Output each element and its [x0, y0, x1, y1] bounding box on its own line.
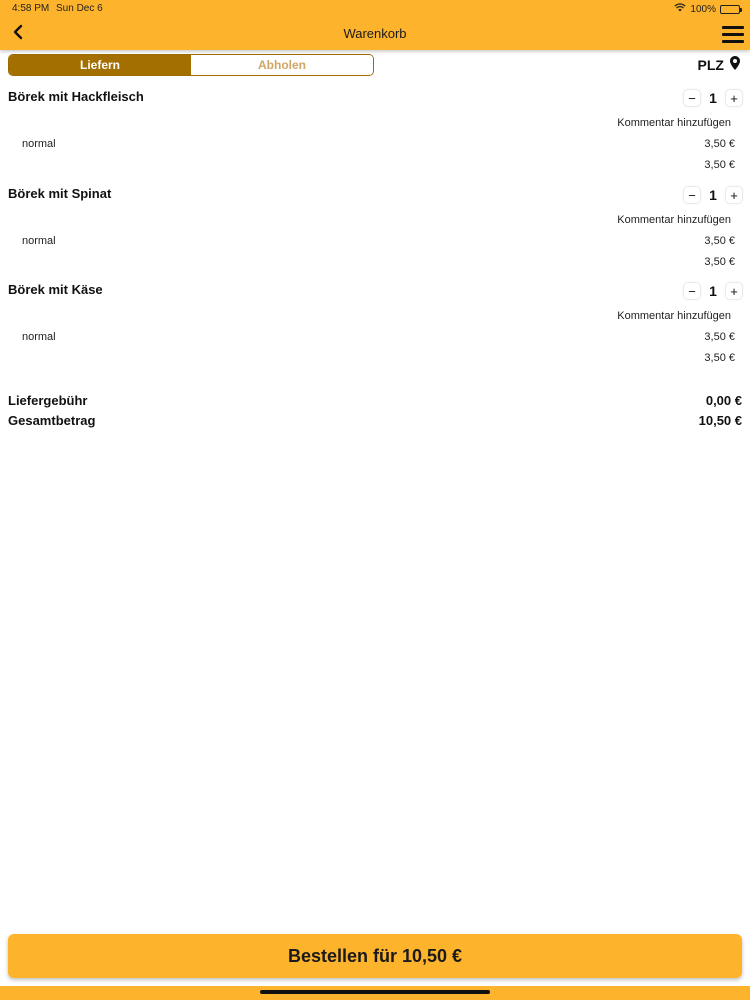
status-bar — [0, 0, 750, 18]
status-indicators — [674, 3, 740, 15]
item-quantity: 1 — [709, 283, 717, 299]
quantity-stepper — [684, 89, 742, 107]
plz-label: PLZ — [697, 56, 724, 73]
decrease-button[interactable]: − — [684, 283, 700, 299]
plz-selector[interactable] — [698, 56, 740, 73]
delivery-mode-toggle — [8, 54, 374, 76]
cart-item — [0, 89, 750, 185]
decrease-button[interactable]: − — [684, 90, 700, 106]
battery-icon — [720, 5, 740, 14]
wifi-icon — [674, 3, 686, 15]
item-total: 3,50 € — [704, 352, 735, 364]
tab-pickup[interactable]: Abholen — [191, 55, 373, 75]
variant-price: 3,50 € — [704, 235, 735, 247]
quantity-stepper — [684, 186, 742, 204]
item-name: Börek mit Käse — [8, 282, 103, 297]
quantity-stepper — [684, 282, 742, 300]
status-date: Sun Dec 6 — [56, 3, 103, 14]
increase-button[interactable]: + — [726, 90, 742, 106]
add-comment-link[interactable]: Kommentar hinzufügen — [617, 214, 731, 226]
item-quantity: 1 — [709, 187, 717, 203]
item-variant: normal — [22, 138, 56, 150]
variant-price: 3,50 € — [704, 331, 735, 343]
item-name: Börek mit Spinat — [8, 186, 112, 201]
increase-button[interactable]: + — [726, 283, 742, 299]
hamburger-menu-icon — [722, 26, 744, 29]
item-total: 3,50 € — [704, 159, 735, 171]
cart-item — [0, 282, 750, 378]
item-name: Börek mit Hackfleisch — [8, 89, 144, 104]
delivery-fee-row — [8, 393, 742, 411]
map-pin-icon — [730, 56, 740, 73]
menu-button[interactable] — [722, 24, 744, 44]
bottom-bar — [0, 986, 750, 1000]
total-row — [8, 413, 742, 431]
battery-percent: 100% — [690, 3, 716, 15]
variant-price: 3,50 € — [704, 138, 735, 150]
add-comment-link[interactable]: Kommentar hinzufügen — [617, 117, 731, 129]
cart-item — [0, 186, 750, 282]
total-label: Gesamtbetrag — [8, 413, 96, 428]
home-indicator[interactable] — [260, 990, 490, 994]
item-variant: normal — [22, 331, 56, 343]
increase-button[interactable]: + — [726, 187, 742, 203]
item-total: 3,50 € — [704, 256, 735, 268]
tab-deliver[interactable]: Liefern — [9, 55, 191, 75]
status-time: 4:58 PM — [12, 3, 50, 14]
item-variant: normal — [22, 235, 56, 247]
item-quantity: 1 — [709, 90, 717, 106]
add-comment-link[interactable]: Kommentar hinzufügen — [617, 310, 731, 322]
order-button[interactable]: Bestellen für 10,50 € — [8, 934, 742, 978]
decrease-button[interactable]: − — [684, 187, 700, 203]
page-title: Warenkorb — [343, 26, 407, 41]
nav-bar — [0, 18, 750, 50]
total-value: 10,50 € — [698, 413, 742, 428]
delivery-fee-label: Liefergebühr — [8, 393, 88, 408]
delivery-fee-value: 0,00 € — [705, 393, 742, 408]
